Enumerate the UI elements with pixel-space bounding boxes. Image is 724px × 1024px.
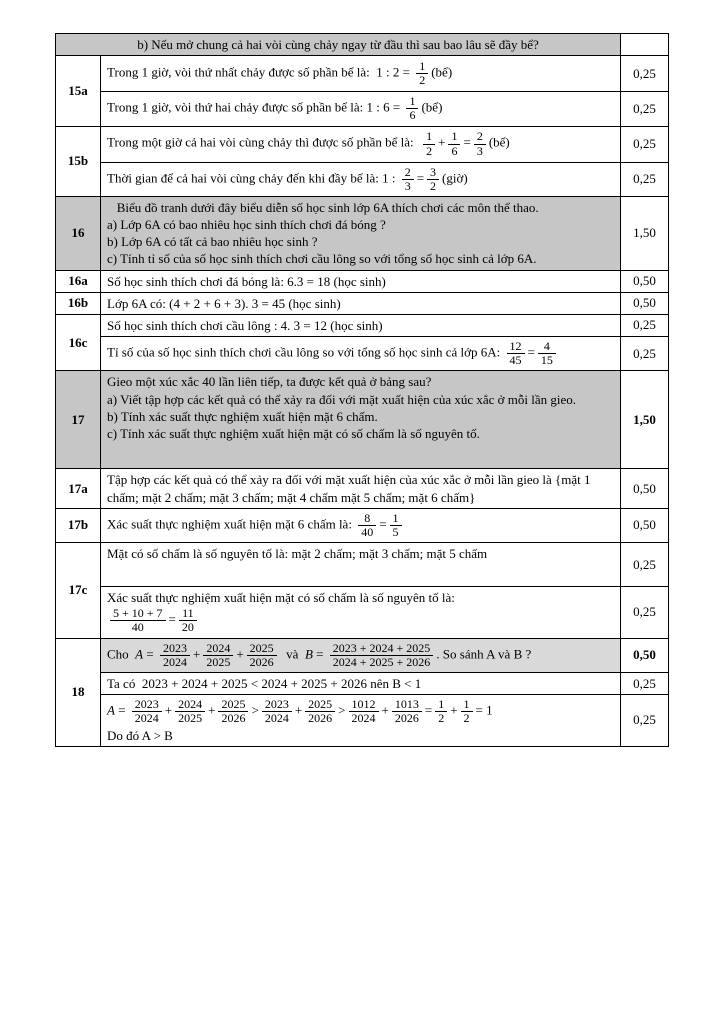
text-run: = bbox=[114, 702, 129, 718]
fraction-denominator: 3 bbox=[404, 178, 411, 193]
fraction-numerator: 2024 bbox=[203, 642, 233, 656]
text-line bbox=[107, 641, 614, 670]
fraction bbox=[538, 340, 556, 367]
points-value: 0,50 bbox=[621, 292, 669, 314]
cell-content bbox=[101, 587, 621, 639]
text-run: Tập hợp các kết quả có thể xảy ra đối với mặt xuất hiện của xúc xắc ở mỗi lần gieo là {mặt 1 chấm; mặt 2 chấm; mặt 3 chấm; mặt 4 chấm mặt 5 chấm; mặt 6 chấm} bbox=[107, 472, 594, 505]
fraction bbox=[132, 698, 162, 725]
table-row bbox=[56, 196, 669, 270]
text-run: Xác suất thực nghiệm xuất hiện mặt có số chấm là số nguyên tố là: bbox=[107, 590, 455, 606]
text-run: > bbox=[338, 702, 346, 718]
text-run: Số học sinh thích chơi đá bóng là: 6.3 = 18 (học sinh) bbox=[107, 273, 386, 289]
fraction bbox=[203, 642, 233, 669]
text-line bbox=[107, 697, 614, 726]
question-number: 17 bbox=[56, 371, 101, 469]
table-row bbox=[56, 469, 669, 508]
points-value: 0,25 bbox=[621, 587, 669, 639]
fraction-numerator: 1 bbox=[406, 95, 418, 109]
points-value: 0,25 bbox=[621, 672, 669, 694]
text-run: Cho bbox=[107, 646, 136, 662]
cell-content bbox=[101, 92, 621, 126]
table-row bbox=[56, 695, 669, 747]
points-value: 0,50 bbox=[621, 270, 669, 292]
cell-content bbox=[101, 292, 621, 314]
fraction bbox=[448, 130, 460, 157]
fraction-denominator: 2024 bbox=[162, 654, 187, 669]
fraction-numerator: 4 bbox=[538, 340, 556, 354]
table-row bbox=[56, 371, 669, 469]
fraction-numerator: 1 bbox=[448, 130, 460, 144]
question-number: 17c bbox=[56, 543, 101, 639]
fraction-numerator: 11 bbox=[179, 607, 197, 621]
fraction-numerator: 2025 bbox=[247, 642, 277, 656]
fraction-denominator: 2024 bbox=[351, 711, 376, 726]
text-line bbox=[107, 339, 614, 368]
fraction-denominator: 2026 bbox=[221, 711, 246, 726]
question-number: 17a bbox=[56, 469, 101, 508]
fraction-numerator: 2024 bbox=[175, 698, 205, 712]
fraction-numerator: 1 bbox=[423, 130, 435, 144]
text-line bbox=[107, 94, 614, 123]
math-variable: A bbox=[107, 702, 115, 718]
text-run: Gieo một xúc xắc 40 lần liên tiếp, ta được kết quả ở bảng sau? bbox=[107, 374, 432, 390]
text-line bbox=[107, 250, 614, 267]
points-value: 0,25 bbox=[621, 314, 669, 336]
cell-content bbox=[101, 638, 621, 672]
text-run: = bbox=[416, 170, 425, 186]
table-row bbox=[56, 587, 669, 639]
points-value: 0,25 bbox=[621, 543, 669, 587]
fraction-denominator: 6 bbox=[451, 143, 458, 158]
text-line bbox=[107, 545, 614, 562]
cell-content bbox=[101, 695, 621, 747]
text-run: + bbox=[381, 702, 389, 718]
table-row bbox=[56, 126, 669, 162]
text-run: = bbox=[312, 646, 327, 662]
text-line bbox=[107, 408, 614, 425]
question-number: 16a bbox=[56, 270, 101, 292]
text-run: Biểu đồ tranh dưới đây biểu diễn số học sinh lớp 6A thích chơi các môn thể thao. bbox=[107, 199, 539, 215]
fraction bbox=[330, 642, 434, 669]
answer-table-body bbox=[56, 34, 669, 747]
fraction-numerator: 5 + 10 + 7 bbox=[110, 607, 166, 621]
table-row bbox=[56, 314, 669, 336]
fraction bbox=[175, 698, 205, 725]
text-run: Do đó A > B bbox=[107, 727, 173, 743]
fraction bbox=[423, 130, 435, 157]
answer-key-table bbox=[55, 33, 669, 747]
cell-content bbox=[101, 314, 621, 336]
table-row bbox=[56, 92, 669, 126]
text-run: Xác suất thực nghiệm xuất hiện mặt 6 chấm là: bbox=[107, 516, 356, 532]
fraction bbox=[427, 166, 439, 193]
cell-content bbox=[101, 543, 621, 587]
text-line bbox=[107, 273, 614, 290]
cell-content bbox=[101, 337, 621, 371]
fraction bbox=[402, 166, 414, 193]
text-run: và bbox=[279, 646, 305, 662]
text-line bbox=[107, 199, 614, 216]
fraction-numerator: 2023 + 2024 + 2025 bbox=[330, 642, 434, 656]
cell-content bbox=[56, 34, 621, 56]
points-value: 0,25 bbox=[621, 56, 669, 92]
text-run: = bbox=[168, 611, 176, 627]
fraction-numerator: 2 bbox=[474, 130, 486, 144]
text-line bbox=[107, 59, 614, 88]
points-value: 1,50 bbox=[621, 196, 669, 270]
fraction-denominator: 2025 bbox=[178, 711, 203, 726]
text-run: = bbox=[143, 646, 157, 662]
fraction bbox=[390, 512, 402, 539]
question-number: 15b bbox=[56, 126, 101, 196]
fraction-denominator: 2026 bbox=[249, 654, 274, 669]
fraction-numerator: 2023 bbox=[262, 698, 292, 712]
fraction-numerator: 2025 bbox=[305, 698, 335, 712]
fraction-numerator: 1013 bbox=[392, 698, 422, 712]
table-row bbox=[56, 34, 669, 56]
text-line bbox=[107, 589, 614, 606]
fraction-denominator: 5 bbox=[392, 524, 399, 539]
cell-content bbox=[101, 56, 621, 92]
fraction-denominator: 6 bbox=[409, 108, 416, 123]
points-value: 0,25 bbox=[621, 92, 669, 126]
points-value: 0,50 bbox=[621, 638, 669, 672]
fraction-numerator: 8 bbox=[358, 512, 376, 526]
text-run: > bbox=[251, 702, 259, 718]
text-line bbox=[107, 606, 614, 635]
fraction-denominator: 2025 bbox=[206, 654, 231, 669]
fraction-numerator: 1 bbox=[461, 698, 473, 712]
question-number: 16c bbox=[56, 314, 101, 371]
fraction-numerator: 1 bbox=[435, 698, 447, 712]
text-run: Trong 1 giờ, vòi thứ hai chảy được số phần bể là: 1 : 6 = bbox=[107, 99, 404, 115]
text-line bbox=[107, 511, 614, 540]
text-run: c) Tính tỉ số của số học sinh thích chơi cầu lông so với tổng số học sinh cả lớp 6A. bbox=[107, 251, 537, 267]
cell-content bbox=[101, 371, 621, 469]
fraction bbox=[179, 607, 197, 634]
fraction-numerator: 12 bbox=[507, 340, 525, 354]
text-line bbox=[107, 216, 614, 233]
cell-content bbox=[101, 270, 621, 292]
fraction bbox=[110, 607, 166, 634]
text-run: (bể) bbox=[488, 135, 510, 151]
fraction-denominator: 2024 + 2025 + 2026 bbox=[332, 654, 431, 669]
table-row bbox=[56, 508, 669, 542]
fraction bbox=[435, 698, 447, 725]
fraction bbox=[507, 340, 525, 367]
text-run: + bbox=[208, 702, 216, 718]
points-value: 0,25 bbox=[621, 337, 669, 371]
text-run: Lớp 6A có: (4 + 2 + 6 + 3). 3 = 45 (học sinh) bbox=[107, 295, 341, 311]
table-row bbox=[56, 292, 669, 314]
text-run: + bbox=[450, 702, 458, 718]
fraction-denominator: 2024 bbox=[134, 711, 159, 726]
fraction-denominator: 3 bbox=[476, 143, 483, 158]
text-run: + bbox=[236, 646, 244, 662]
cell-content bbox=[101, 162, 621, 196]
text-line bbox=[107, 165, 614, 194]
cell-content bbox=[101, 126, 621, 162]
fraction bbox=[358, 512, 376, 539]
fraction bbox=[262, 698, 292, 725]
fraction-denominator: 45 bbox=[509, 353, 522, 368]
points-value: 0,50 bbox=[621, 508, 669, 542]
text-run: Tỉ số của số học sinh thích chơi cầu lông so với tổng số học sinh cả lớp 6A: bbox=[107, 344, 504, 360]
text-run: = bbox=[463, 135, 471, 151]
fraction bbox=[461, 698, 473, 725]
fraction bbox=[160, 642, 190, 669]
table-row bbox=[56, 543, 669, 587]
fraction-denominator: 20 bbox=[181, 620, 194, 635]
text-line bbox=[107, 391, 614, 408]
text-run: c) Tính xác suất thực nghiệm xuất hiện mặt có số chấm là số nguyên tố. bbox=[107, 425, 480, 441]
cell-content bbox=[101, 672, 621, 694]
text-run: a) Viết tập hợp các kết quả có thể xảy ra đối với mặt xuất hiện của xúc xắc ở mỗi lần gieo. bbox=[107, 391, 577, 407]
points-value bbox=[621, 34, 669, 56]
fraction-numerator: 2 bbox=[402, 166, 414, 180]
text-run: + bbox=[192, 646, 201, 662]
text-run: Trong 1 giờ, vòi thứ nhất chảy được số phần bể là: 1 : 2 = bbox=[107, 64, 414, 80]
fraction bbox=[305, 698, 335, 725]
text-line bbox=[62, 36, 614, 53]
fraction-denominator: 40 bbox=[361, 524, 374, 539]
table-row bbox=[56, 270, 669, 292]
text-run: b) Tính xác suất thực nghiệm xuất hiện mặt 6 chấm. bbox=[107, 408, 378, 424]
text-line bbox=[107, 727, 614, 744]
text-line bbox=[107, 129, 614, 158]
fraction bbox=[218, 698, 248, 725]
fraction-denominator: 2 bbox=[438, 711, 445, 726]
fraction-numerator: 1 bbox=[416, 60, 428, 74]
text-run: b) Lớp 6A có tất cả bao nhiêu học sinh ? bbox=[107, 234, 318, 250]
text-line bbox=[107, 425, 614, 442]
table-row bbox=[56, 56, 669, 92]
text-run: a) Lớp 6A có bao nhiêu học sinh thích chơi đá bóng ? bbox=[107, 217, 386, 233]
question-number: 17b bbox=[56, 508, 101, 542]
text-line bbox=[107, 295, 614, 312]
fraction-numerator: 2023 bbox=[160, 642, 190, 656]
table-row bbox=[56, 672, 669, 694]
cell-content bbox=[101, 508, 621, 542]
text-run: = bbox=[527, 344, 535, 360]
fraction-numerator: 2025 bbox=[218, 698, 248, 712]
text-line bbox=[107, 471, 614, 505]
points-value: 0,25 bbox=[621, 126, 669, 162]
text-run: + bbox=[164, 702, 173, 718]
question-number: 18 bbox=[56, 638, 101, 746]
text-run: (giờ) bbox=[442, 170, 468, 186]
math-variable: B bbox=[304, 646, 313, 662]
fraction-denominator: 15 bbox=[540, 353, 553, 368]
fraction-denominator: 2026 bbox=[394, 711, 419, 726]
fraction bbox=[406, 95, 418, 122]
text-run: b) Nếu mở chung cả hai vòi cùng chảy ngay từ đầu thì sau bao lâu sẽ đầy bể? bbox=[137, 37, 539, 52]
text-run: Mặt có số chấm là số nguyên tố là: mặt 2 chấm; mặt 3 chấm; mặt 5 chấm bbox=[107, 546, 488, 562]
fraction bbox=[416, 60, 428, 87]
fraction-denominator: 2024 bbox=[264, 711, 289, 726]
fraction-numerator: 3 bbox=[427, 166, 439, 180]
table-row bbox=[56, 337, 669, 371]
fraction-denominator: 2 bbox=[426, 143, 433, 158]
fraction-numerator: 1 bbox=[390, 512, 402, 526]
text-run: Trong một giờ cả hai vòi cùng chảy thì được số phần bể là: bbox=[107, 135, 421, 151]
text-line bbox=[107, 373, 614, 390]
points-value: 1,50 bbox=[621, 371, 669, 469]
fraction bbox=[474, 130, 486, 157]
text-line bbox=[107, 675, 614, 692]
text-run: (bể) bbox=[431, 64, 453, 80]
text-run: Thời gian để cả hai vòi cùng chảy đến khi đầy bể là: 1 : bbox=[107, 170, 399, 186]
fraction-numerator: 2023 bbox=[132, 698, 162, 712]
text-line bbox=[107, 317, 614, 334]
question-number: 16 bbox=[56, 196, 101, 270]
points-value: 0,25 bbox=[621, 162, 669, 196]
text-run: Số học sinh thích chơi cầu lông : 4. 3 = 12 (học sinh) bbox=[107, 317, 383, 333]
fraction-denominator: 2026 bbox=[308, 711, 333, 726]
question-number: 16b bbox=[56, 292, 101, 314]
fraction-denominator: 2 bbox=[419, 73, 426, 88]
text-run: = bbox=[379, 516, 387, 532]
text-line bbox=[107, 233, 614, 250]
text-run: + bbox=[294, 702, 303, 718]
table-row bbox=[56, 162, 669, 196]
points-value: 0,25 bbox=[621, 695, 669, 747]
text-run: = 1 bbox=[475, 702, 493, 718]
points-value: 0,50 bbox=[621, 469, 669, 508]
text-run: . So sánh A và B ? bbox=[436, 646, 532, 662]
fraction-denominator: 2 bbox=[430, 178, 437, 193]
math-variable: A bbox=[135, 646, 144, 662]
fraction bbox=[349, 698, 379, 725]
cell-content bbox=[101, 469, 621, 508]
cell-content bbox=[101, 196, 621, 270]
fraction bbox=[247, 642, 277, 669]
text-run: Ta có 2023 + 2024 + 2025 < 2024 + 2025 + 2026 nên B < 1 bbox=[107, 675, 422, 691]
fraction bbox=[392, 698, 422, 725]
text-run: + bbox=[438, 135, 446, 151]
table-row bbox=[56, 638, 669, 672]
text-run: (bể) bbox=[421, 99, 443, 115]
fraction-denominator: 40 bbox=[131, 620, 144, 635]
fraction-numerator: 1012 bbox=[349, 698, 379, 712]
text-run: = bbox=[424, 702, 433, 718]
fraction-denominator: 2 bbox=[463, 711, 470, 726]
question-number: 15a bbox=[56, 56, 101, 126]
